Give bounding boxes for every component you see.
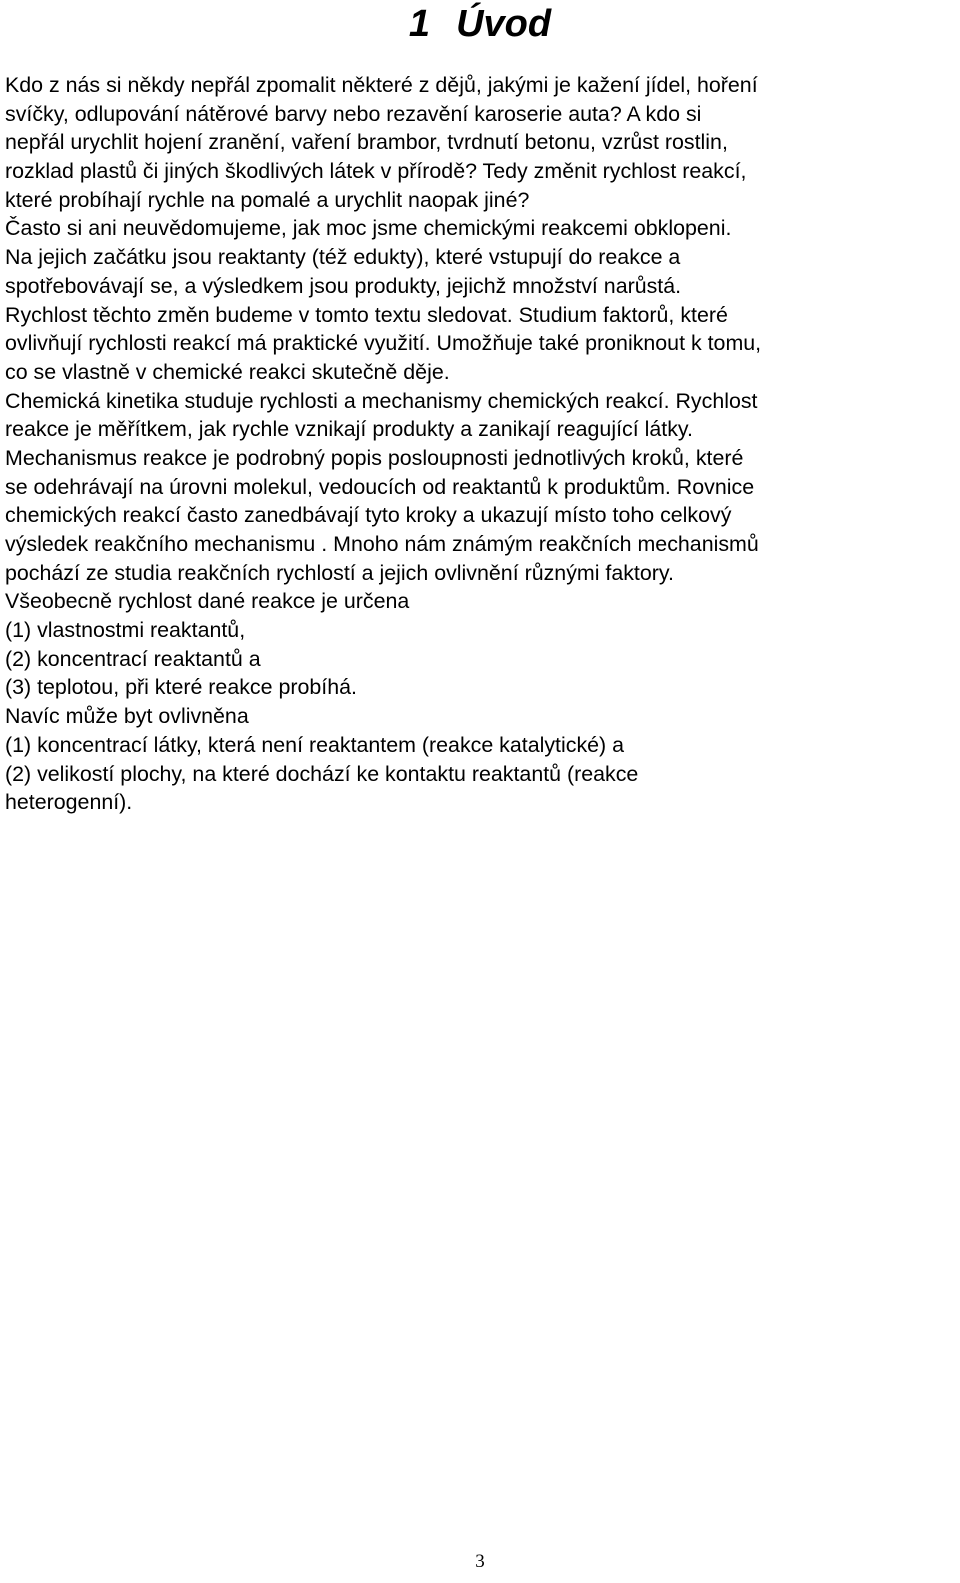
chapter-heading — [0, 2, 960, 46]
text-line: se odehrávají na úrovni molekul, vedoucích od reaktantů k produktům. Rovnice — [5, 474, 755, 499]
text-line: výsledek reakčního mechanismu . Mnoho nám známým reakčních mechanismů — [5, 532, 759, 556]
body-text — [5, 71, 957, 817]
text-line: Mechanismus reakce je podrobný popis posloupnosti jednotlivých kroků, které — [5, 445, 744, 470]
text-line: Často si ani neuvědomujeme, jak moc jsme chemickými reakcemi obklopeni. — [5, 216, 732, 241]
text-line: heterogenní). — [5, 790, 133, 815]
text-line: reakce je měřítkem, jak rychle vznikají produkty a zanikají reagující látky. — [5, 417, 693, 442]
list-item: (1) vlastnostmi reaktantů, — [5, 618, 246, 643]
chapter-title: Úvod — [456, 3, 552, 45]
text-line: ovlivňují rychlosti reakcí má praktické využití. Umožňuje také proniknout k tomu, — [5, 331, 762, 356]
text-line: pochází ze studia reakčních rychlostí a jejich ovlivnění různými faktory. — [5, 560, 674, 585]
page-number: 3 — [475, 1551, 485, 1572]
text-line: rozklad plastů či jiných škodlivých látek v přírodě? Tedy změnit rychlost reakcí, — [5, 159, 747, 184]
text-line: Kdo z nás si někdy nepřál zpomalit některé z dějů, jakými je kažení jídel, hoření — [5, 73, 758, 97]
text-line: chemických reakcí často zanedbávají tyto kroky a ukazují místo toho celkový — [5, 503, 732, 528]
text-line: spotřebovávají se, a výsledkem jsou produkty, jejichž množství narůstá. — [5, 273, 682, 298]
text-line: které probíhají rychle na pomalé a urychlit naopak jiné? — [5, 187, 530, 212]
text-line: Rychlost těchto změn budeme v tomto textu sledovat. Studium faktorů, které — [5, 302, 728, 327]
text-line: nepřál urychlit hojení zranění, vaření brambor, tvrdnutí betonu, vzrůst rostlin, — [5, 130, 728, 155]
list-item: (3) teplotou, při které reakce probíhá. — [5, 675, 357, 700]
text-line: Chemická kinetika studuje rychlosti a mechanismy chemických reakcí. Rychlost — [5, 388, 758, 413]
list-item: (2) koncentrací reaktantů a — [5, 646, 261, 671]
list-item: (1) koncentrací látky, která není reaktantem (reakce katalytické) a — [5, 732, 625, 757]
text-line: co se vlastně v chemické reakci skutečně děje. — [5, 359, 450, 384]
text-line: Navíc může byt ovlivněna — [5, 704, 249, 729]
list-item: (2) velikostí plochy, na které dochází ke kontaktu reaktantů (reakce — [5, 761, 639, 786]
text-line: svíčky, odlupování nátěrové barvy nebo rezavění karoserie auta? A kdo si — [5, 101, 702, 126]
text-line: Na jejich začátku jsou reaktanty (též edukty), které vstupují do reakce a — [5, 245, 681, 270]
chapter-number: 1 — [408, 3, 431, 45]
text-line: Všeobecně rychlost dané reakce je určena — [5, 589, 410, 614]
